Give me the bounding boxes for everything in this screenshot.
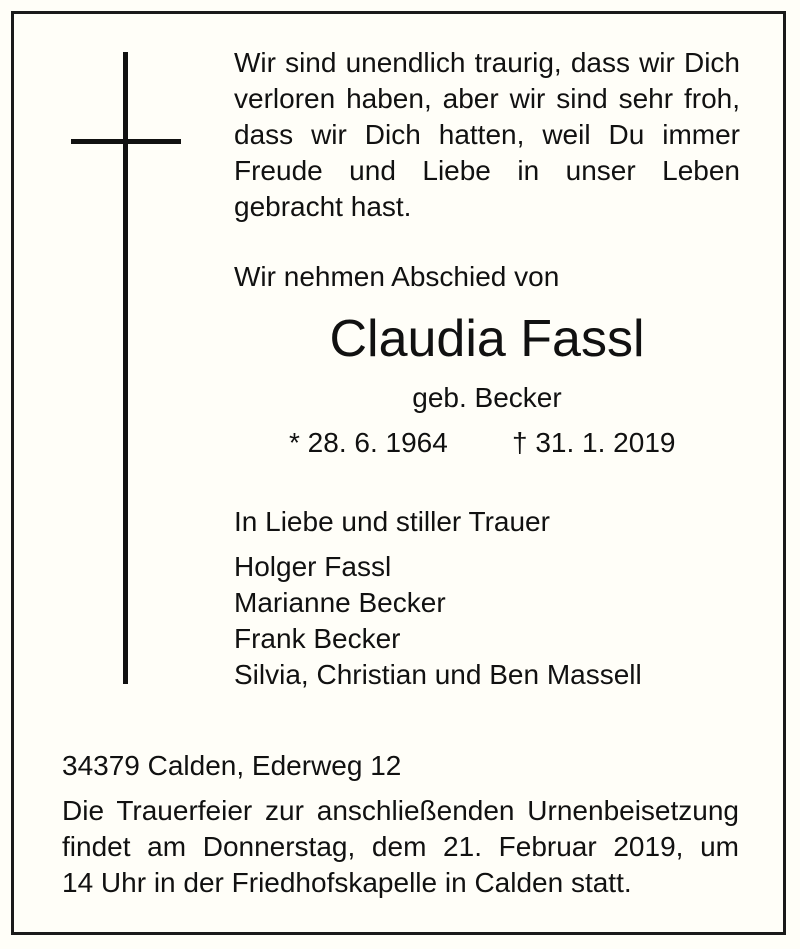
cross-icon-bar — [71, 139, 181, 144]
birth-date: * 28. 6. 1964 — [289, 427, 448, 458]
death-date: † 31. 1. 2019 — [512, 427, 676, 458]
verse-line: dass wir Dich hatten, weil Du immer — [234, 119, 740, 150]
verse-line: verloren haben, aber wir sind sehr froh, — [234, 83, 740, 114]
mourner-name: Holger Fassl — [234, 551, 392, 582]
verse-line: gebracht hast. — [234, 191, 412, 222]
ceremony-line: 14 Uhr in der Friedhofskapelle in Calden statt. — [62, 867, 632, 898]
ceremony-line: Die Trauerfeier zur anschließenden Urnenbeisetzung — [62, 795, 739, 826]
verse-line: Wir sind unendlich traurig, dass wir Dich — [234, 47, 740, 78]
maiden-name: geb. Becker — [412, 382, 562, 413]
mourner-name: Marianne Becker — [234, 587, 446, 618]
mourner-name: Silvia, Christian und Ben Massell — [234, 659, 642, 690]
mourning-phrase: In Liebe und stiller Trauer — [234, 506, 550, 537]
mourner-name: Frank Becker — [234, 623, 401, 654]
ceremony-line: findet am Donnerstag, dem 21. Februar 2019, um — [62, 831, 739, 862]
deceased-name: Claudia Fassl — [329, 310, 645, 368]
address: 34379 Calden, Ederweg 12 — [62, 750, 402, 781]
cross-icon — [123, 52, 128, 684]
mourners-list — [234, 549, 642, 693]
condolence-verse — [234, 45, 740, 225]
ceremony-info — [62, 793, 739, 901]
verse-line: Freude und Liebe in unser Leben — [234, 155, 740, 186]
farewell-text: Wir nehmen Abschied von — [234, 261, 560, 292]
